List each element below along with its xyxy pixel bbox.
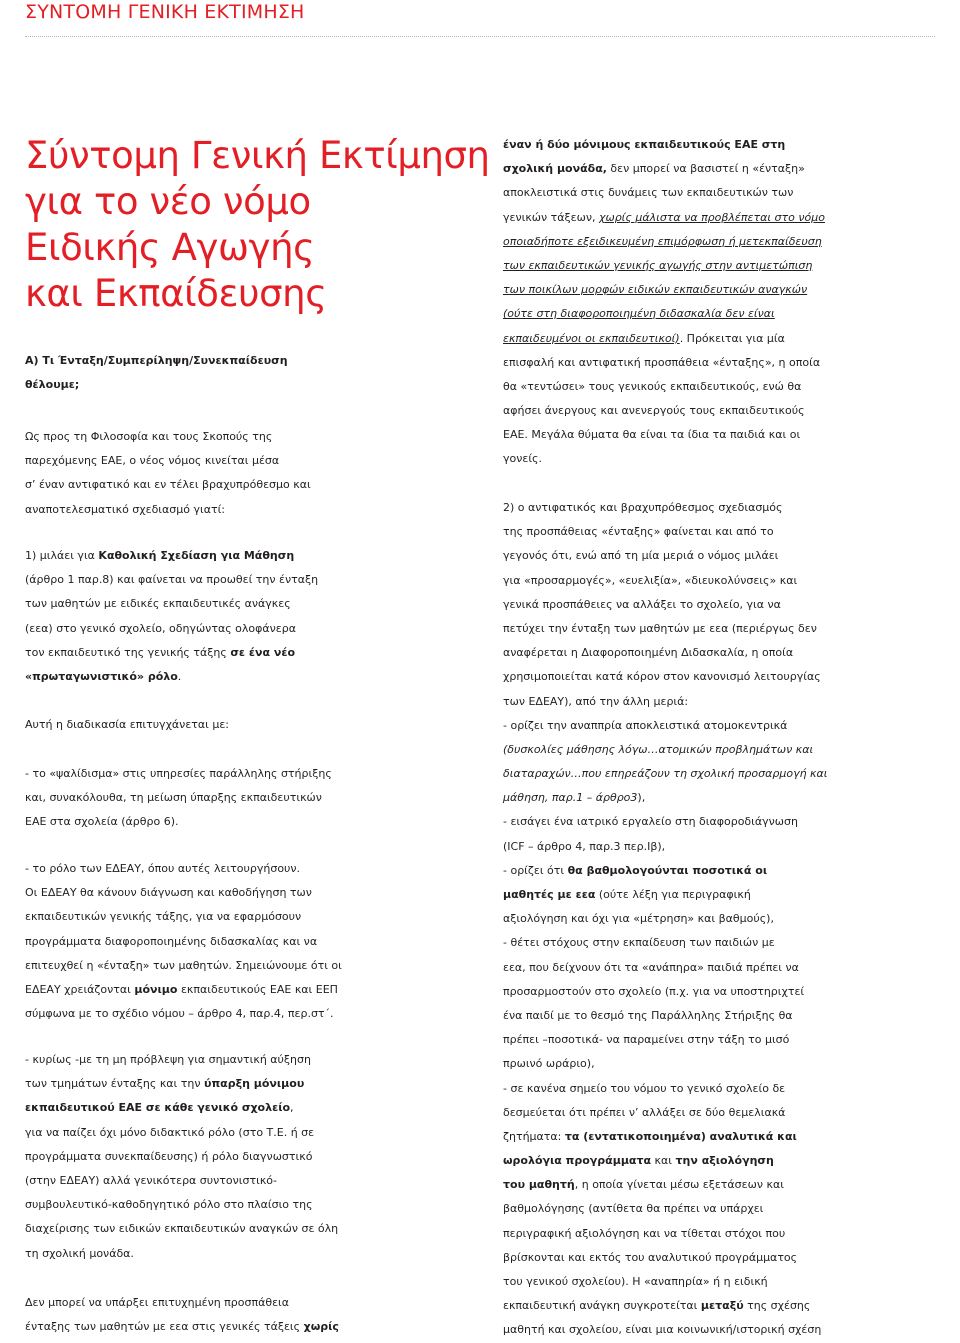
paragraph-point-2: 2) ο αντιφατικός και βραχυπρόθεσμος σχεδιασμός της προσπάθειας «ένταξης» φαίνεται και από το γεγονός ότι, ενώ από τη μία μεριά ο νόμος μιλάει για «προσαρμογές», «ευελιξία», «διευκολύνσεις» και γενικά προσπάθειες να αλλάξει το σχολείο, για να πετύχει την ένταξη των μαθητών με εεα (περιέργως δεν αναφέρεται η Διαφοροποιημένη Διδασκαλία, η οποία χρησιμοποιείται κατά κόρον στον κανονισμό λειτουργίας των ΕΔΕΑΥ), από την άλλη μεριά: - ορίζει την αναππρία αποκλειστικά ατομοκεντρικά (δυσκολίες μάθησης λόγω…ατομικών προβλημάτων και διαταραχών…που επηρεάζουν τη σχολική προσαρμογή και μάθηση, παρ.1 – άρθρο3), - εισάγει ένα ιατρικό εργαλείο στη διαφοροδιάγνωση (ICF – άρθρο 4, παρ.3 περ.Ιβ), - ορίζει ότι θα βαθμολογούνται ποσοτικά οι μαθητές με εεα (ούτε λέξη για περιγραφική αξιολόγηση και όχι για «μέτρηση» και βαθμούς), - θέτει στόχους στην εκπαίδευση των παιδιών με εεα, που δείχνουν ότι τα «ανάπηρα» παιδιά πρέπει να προσαρμοστούν στο σχολείο (π.χ. για να υποστηριχτεί ένα παιδί με το θεσμό της Παράλληλης Στήριξης θα πρέπει –ποσοτικά- να παραμείνει στην τάξη το μισό πρωινό ωράριο), - σε κανένα σημείο του νόμου το γενικό σχολείο δε δεσμεύεται ότι πρέπει ν’ αλλάξει σε δύο θεμελιακά ζητήματα: τα (εντατικοποιημένα) αναλυτικά και ωρολόγια προγράμματα και την αξιολόγηση του μαθητή, η οποία γίνεται μέσω εξετάσεων και βαθμολόγησης (αντίθετα θα πρέπει να υπάρχει περιγραφική αξιολόγηση και να τίθεται στόχοι που βρίσκονται και εκτός του αναλυτικού προγράμματος του γενικού σχολείου). Η «αναπηρία» ή η ειδική εκπαιδευτική ανάγκη συγκροτείται μεταξύ της σχέσης μαθητή και σχολείου, είναι μια κοινωνική/ιστορική σχέση [503, 501, 828, 1337]
paragraph-teachers: έναν ή δύο μόνιμους εκπαιδευτικούς ΕΑΕ στη σχολική μονάδα, δεν μπορεί να βασιστεί η «ένταξη» αποκλειστικά στις δυνάμεις των εκπαιδευτικών των γενικών τάξεων, χωρίς μάλιστα να προβλέπεται στο νόμο οποιαδήποτε εξειδικευμένη επιμόρφωση ή μετεκπαίδευση των εκπαιδευτικών γενικής αγωγής στην αντιμετώπιση των ποικίλων μορφών ειδικών εκπαιδευτικών αναγκών (ούτε στη διαφοροποιημένη διδασκαλία δεν είναι εκπαιδευμένοι οι εκπαιδευτικοί). Πρόκειται για μία επισφαλή και αντιφατική προσπάθεια «ένταξης», η οποία θα «τεντώσει» τους γενικούς εκπαιδευτικούς, ενώ θα αφήσει άνεργους και ανενεργούς τους εκπαιδευτικούς ΕΑΕ. Μεγάλα θύματα θα είναι τα ίδια τα παιδιά και οι γονείς. [503, 138, 825, 466]
page-header [25, 0, 935, 37]
document-title [25, 133, 490, 317]
paragraph-mainly: - κυρίως -με τη μη πρόβλεψη για σημαντική αύξηση των τμημάτων ένταξης και την ύπαρξη μόνιμου εκπαιδευτικού ΕΑΕ σε κάθε γενικό σχολείο, για να παίζει όχι μόνο διδακτικό ρόλο (στο Τ.Ε. ή σε προγράμματα συνεκπαίδευσης) ή ρόλο διαγνωστικό (στην ΕΔΕΑΥ) αλλά γενικότερα συντονιστικό- συμβουλευτικό-καθοδηγητικό ρόλο στο πλαίσιο της διαχείρισης των ειδικών εκπαιδευτικών αναγκών σε όλη τη σχολική μονάδα. [25, 1053, 339, 1260]
title-line: για το νέο νόμο [25, 180, 311, 223]
paragraph-cannot: Δεν μπορεί να υπάρξει επιτυχημένη προσπάθεια ένταξης των μαθητών με εεα στις γενικές τάξεις χωρίς [25, 1296, 339, 1334]
paragraph-scissoring: - το «ψαλίδισμα» στις υπηρεσίες παράλληλης στήριξης και, συνακόλουθα, τη μείωση ύπαρξης εκπαιδευτικών ΕΑΕ στα σχολεία (άρθρο 6). [25, 767, 332, 829]
paragraph-intro: Ως προς τη Φιλοσοφία και τους Σκοπούς της παρεχόμενης ΕΑΕ, ο νέος νόμος κινείται μέσα σ’ έναν αντιφατικό και εν τέλει βραχυπρόθεσμο και αναποτελεσματικό σχεδιασμό γιατί: [25, 430, 311, 516]
header-title: ΣΥΝΤΟΜΗ ΓΕΝΙΚΗ ΕΚΤΙΜΗΣΗ [25, 1, 305, 23]
title-line: και Εκπαίδευσης [25, 272, 327, 315]
paragraph-edeay: - το ρόλο των ΕΔΕΑΥ, όπου αυτές λειτουργήσουν. Οι ΕΔΕΑΥ θα κάνουν διάγνωση και καθοδήγηση των εκπαιδευτικών γενικής τάξης, για να εφαρμόσουν προγράμματα διαφοροποιημένης διδασκαλίας και να επιτευχθεί η «ένταξη» των μαθητών. Σημειώνουμε ότι οι ΕΔΕΑΥ χρειάζονται μόνιμο εκπαιδευτικούς ΕΑΕ και ΕΕΠ σύμφωνα με το σχέδιο νόμου – άρθρο 4, παρ.4, περ.στ΄. [25, 862, 342, 1021]
title-line: Ειδικής Αγωγής [25, 226, 315, 269]
paragraph-process: Αυτή η διαδικασία επιτυγχάνεται με: [25, 718, 230, 731]
section-a-heading: Α) Τι Ένταξη/Συμπερίληψη/Συνεκπαίδευση θέλουμε; [25, 354, 288, 392]
paragraph-point-1: 1) μιλάει για Καθολική Σχεδίαση για Μάθηση (άρθρο 1 παρ.8) και φαίνεται να προωθεί την ένταξη των μαθητών με ειδικές εκπαιδευτικές ανάγκες (εεα) στο γενικό σχολείο, οδηγώντας ολοφάνερα τον εκπαιδευτικό της γενικής τάξης σε ένα νέο «πρωταγωνιστικό» ρόλο. [25, 549, 319, 683]
title-line: Σύντομη Γενική Εκτίμηση [25, 134, 490, 177]
